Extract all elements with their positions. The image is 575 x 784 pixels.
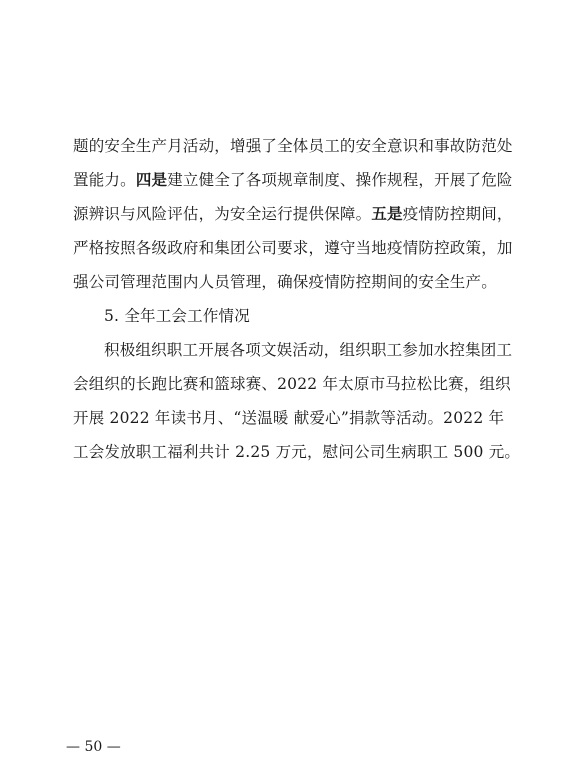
- paragraph-line: [104, 340, 512, 360]
- paragraph-line: [73, 442, 520, 462]
- text-run: 开展 2022 年读书月、“送温暖 献爱心”捐款等活动。2022 年: [73, 409, 505, 427]
- text-run: 工会发放职工福利共计 2.25 万元，慰问公司生病职工 500 元。: [73, 443, 521, 461]
- paragraph-line: [73, 204, 513, 224]
- paragraph-line: [73, 136, 513, 156]
- text-run: 严格按照各级政府和集团公司要求，遵守当地疫情防控政策，加: [73, 239, 513, 257]
- paragraph-line: [73, 238, 513, 258]
- text-run: 积极组织职工开展各项文娱活动，组织职工参加水控集团工: [104, 341, 513, 359]
- section-heading-text: 5. 全年工会工作情况: [104, 307, 250, 325]
- text-run: 强公司管理范围内人员管理，确保疫情防控期间的安全生产。: [73, 273, 497, 291]
- text-run: 疫情防控期间，: [402, 205, 513, 223]
- text-run: 建立健全了各项规章制度、操作规程，开展了危险: [167, 171, 513, 189]
- paragraph-line: [73, 170, 513, 190]
- text-run: 源辨识与风险评估，为安全运行提供保障。: [73, 205, 372, 223]
- paragraph-line: [73, 272, 497, 292]
- bold-keyword: 五是: [371, 205, 403, 223]
- page-number: — 50 —: [66, 739, 121, 755]
- text-run: 置能力。: [73, 171, 136, 189]
- text-run: 会组织的长跑比赛和篮球赛、2022 年太原市马拉松比赛，组织: [73, 375, 511, 393]
- section-heading: [104, 306, 250, 326]
- paragraph-line: [73, 374, 511, 394]
- paragraph-line: [73, 408, 504, 428]
- text-run: 题的安全生产月活动，增强了全体员工的安全意识和事故防范处: [73, 137, 513, 155]
- bold-keyword: 四是: [135, 171, 168, 189]
